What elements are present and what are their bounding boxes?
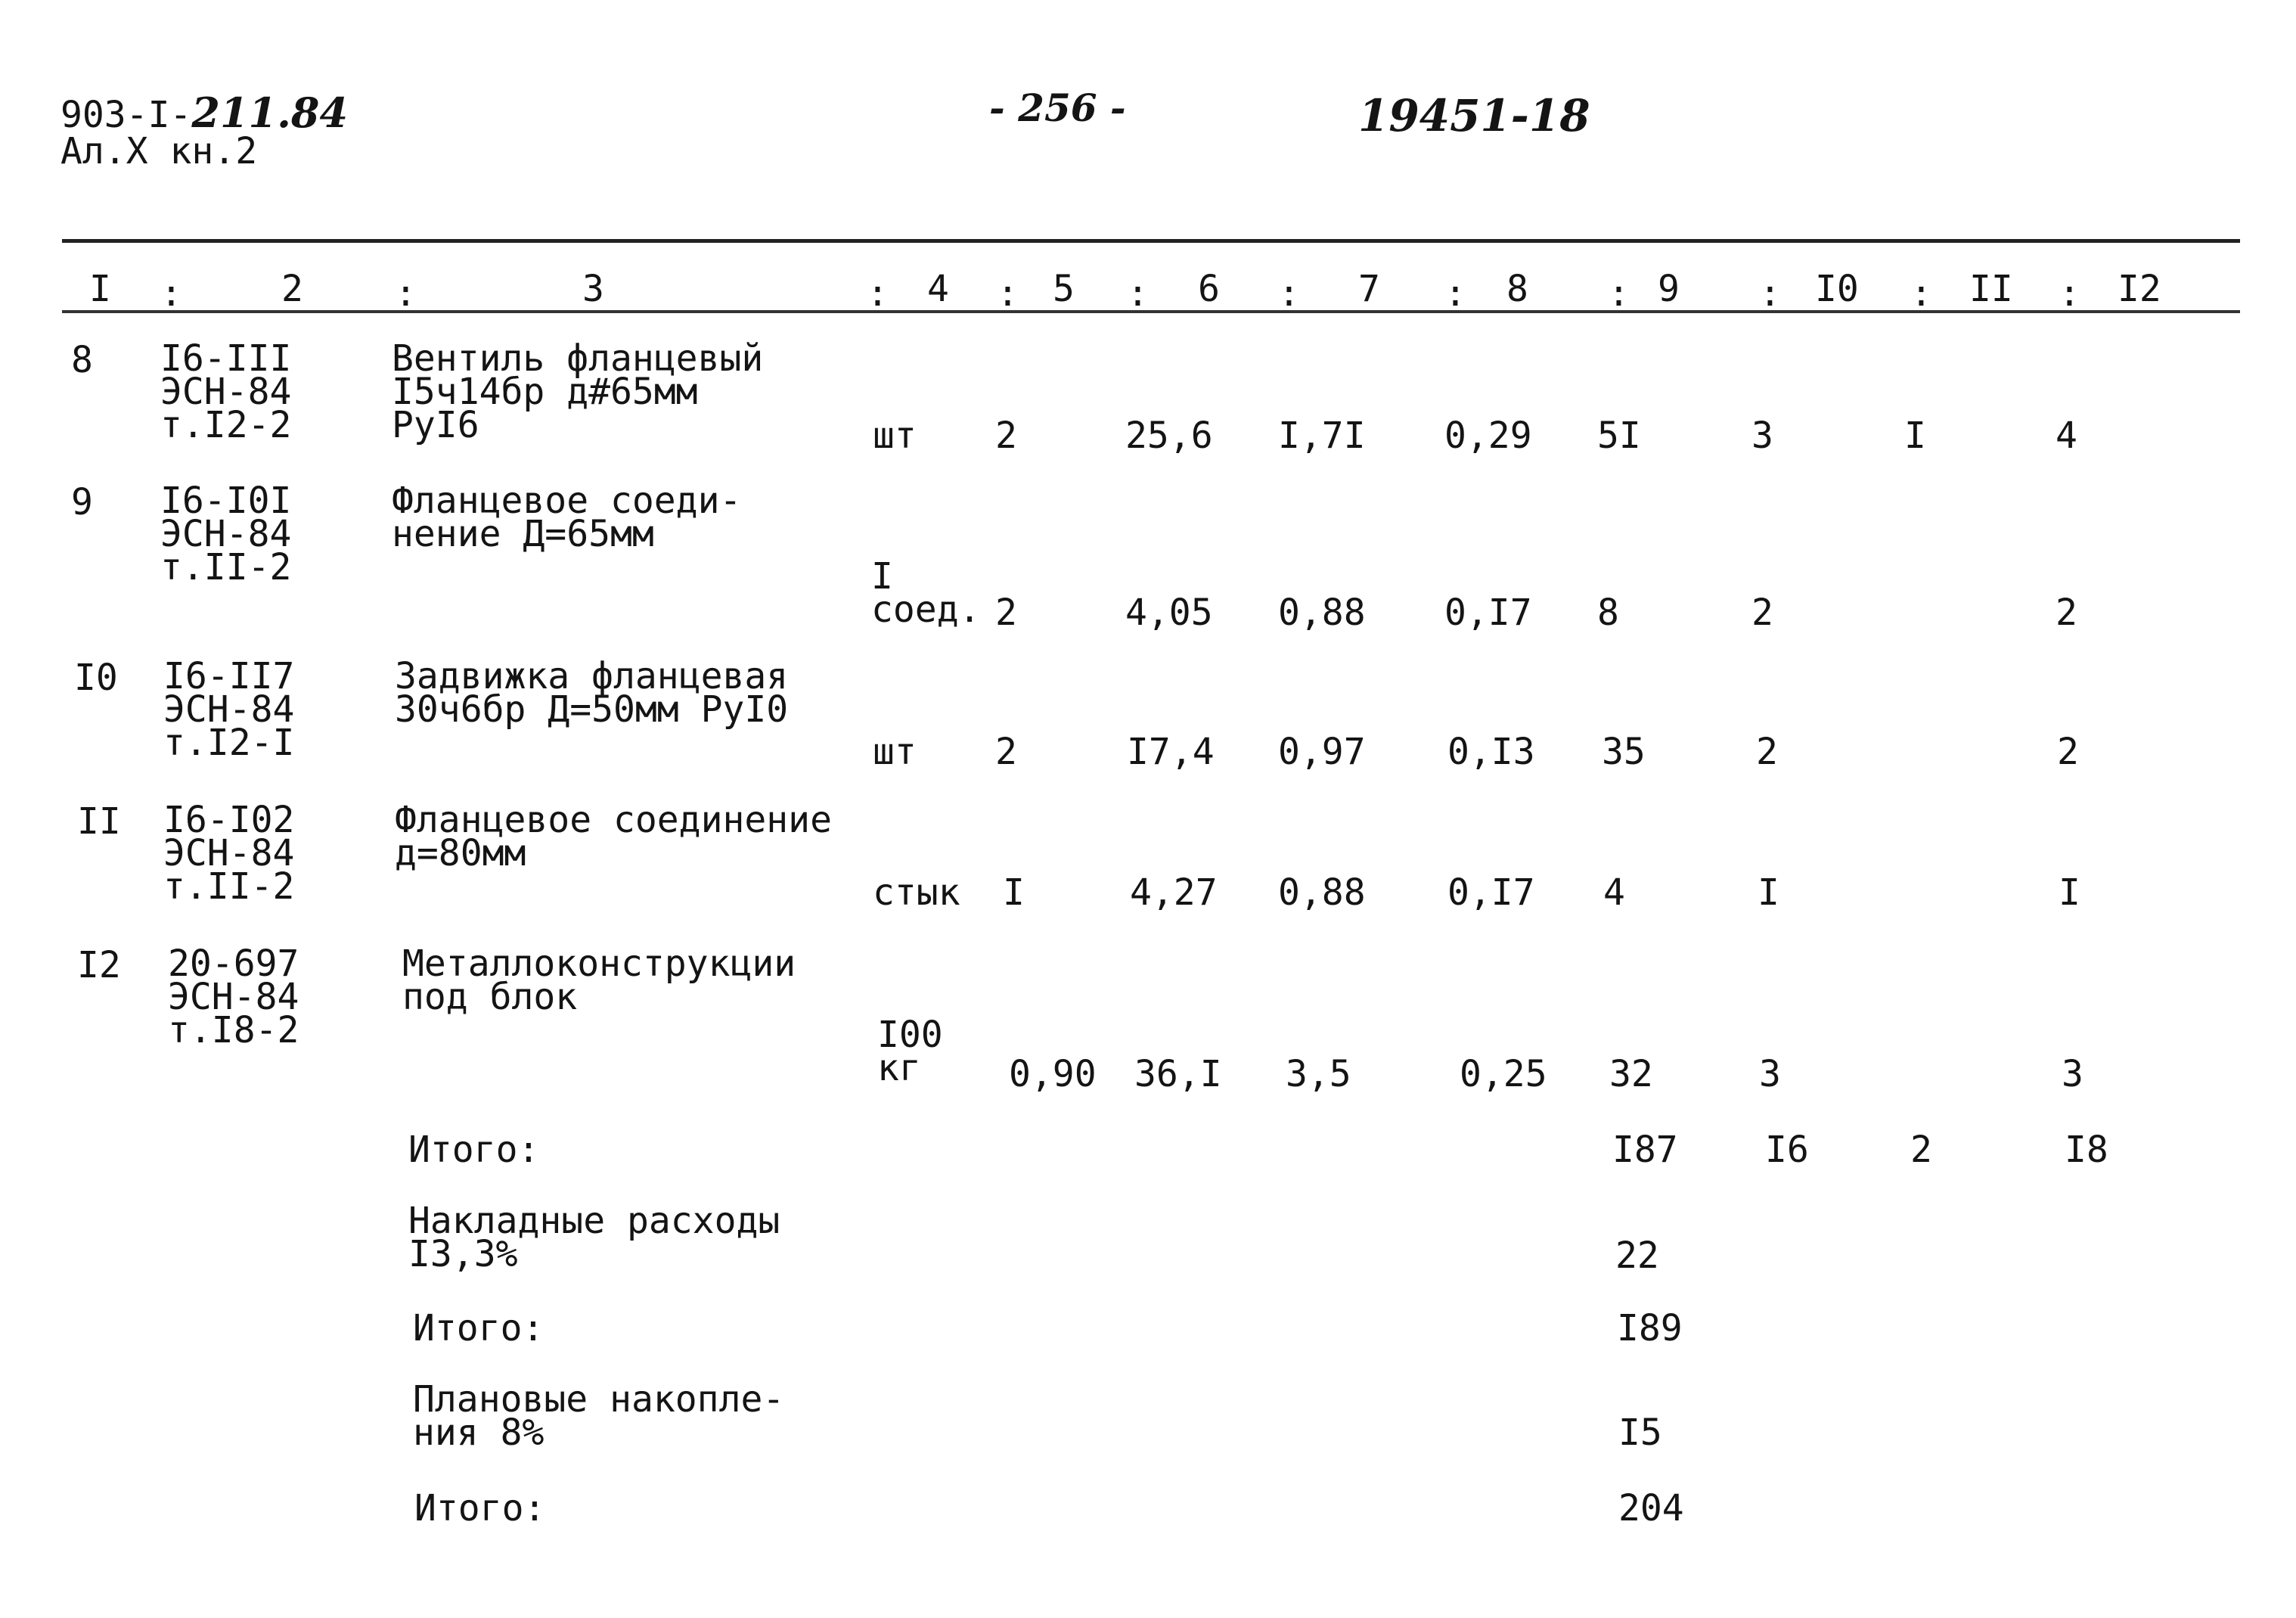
column-header-7: 7 <box>1358 268 1380 310</box>
summary-col-9: 204 <box>1618 1487 1684 1529</box>
unit: шт <box>873 415 917 457</box>
col-7-value: 0,88 <box>1278 871 1366 914</box>
item-name: Металлоконструкции под блок <box>402 943 796 1019</box>
reference-number: 19451-18 <box>1358 90 1590 141</box>
column-header-1: I <box>89 268 111 310</box>
summary-label: Накладные расходы I3,3% <box>408 1200 780 1276</box>
col-8-value: 0,I7 <box>1444 592 1532 634</box>
summary-col-12: I8 <box>2065 1129 2108 1171</box>
column-separator: : <box>2059 272 2080 315</box>
col-6-value: 4,27 <box>1130 871 1218 914</box>
item-name: Фланцевое соеди- нение Д=65мм <box>392 480 742 556</box>
document-code-printed: 903-I- <box>61 94 192 136</box>
col-9-value: 32 <box>1609 1053 1653 1095</box>
summary-col-11: 2 <box>1910 1129 1932 1171</box>
row-number: 9 <box>71 481 93 523</box>
col-11-value: I <box>1904 415 1926 457</box>
column-separator: : <box>867 272 889 315</box>
col-10-value: 3 <box>1751 415 1773 457</box>
col-7-value: 3,5 <box>1286 1053 1351 1095</box>
column-separator: : <box>1759 272 1781 315</box>
document-code-handwritten: 211.84 <box>191 89 349 137</box>
row-number: I0 <box>74 657 118 699</box>
col-6-value: 25,6 <box>1125 415 1213 457</box>
summary-label: Плановые накопле- ния 8% <box>413 1378 785 1455</box>
col-7-value: 0,97 <box>1278 731 1366 773</box>
column-header-11: II <box>1969 268 2013 310</box>
summary-col-9: I89 <box>1617 1307 1683 1349</box>
column-header-9: 9 <box>1658 268 1680 310</box>
col-12-value: I <box>2059 871 2080 914</box>
column-separator: : <box>997 272 1019 315</box>
column-header-10: I0 <box>1815 268 1859 310</box>
col-8-value: 0,I7 <box>1447 871 1535 914</box>
column-header-4: 4 <box>927 268 949 310</box>
column-separator: : <box>395 272 417 315</box>
summary-col-9: I5 <box>1618 1411 1662 1454</box>
quantity: 2 <box>995 731 1017 773</box>
col-12-value: 4 <box>2056 415 2077 457</box>
row-number: II <box>77 800 121 843</box>
col-6-value: 36,I <box>1134 1053 1222 1095</box>
unit: шт <box>873 731 917 773</box>
summary-col-9: 22 <box>1615 1234 1659 1277</box>
rate-code: I6-III ЭСН-84 т.I2-2 <box>160 337 292 447</box>
column-separator: : <box>1127 272 1149 315</box>
col-6-value: 4,05 <box>1125 592 1213 634</box>
column-separator: : <box>160 272 182 315</box>
unit: I00 кг <box>877 1014 943 1090</box>
quantity: 2 <box>995 415 1017 457</box>
summary-col-9: I87 <box>1612 1129 1678 1171</box>
quantity: 0,90 <box>1009 1053 1097 1095</box>
col-10-value: 3 <box>1759 1053 1781 1095</box>
unit: стык <box>873 871 960 914</box>
rate-code: I6-I0I ЭСН-84 т.II-2 <box>160 480 292 589</box>
row-number: 8 <box>71 339 93 381</box>
column-separator: : <box>1278 272 1300 315</box>
column-separator: : <box>1444 272 1466 315</box>
col-9-value: 35 <box>1602 731 1646 773</box>
col-8-value: 0,29 <box>1444 415 1532 457</box>
table-top-rule <box>62 239 2240 243</box>
col-10-value: I <box>1758 871 1779 914</box>
summary-col-10: I6 <box>1765 1129 1809 1171</box>
quantity: I <box>1003 871 1025 914</box>
col-7-value: 0,88 <box>1278 592 1366 634</box>
column-header-8: 8 <box>1506 268 1528 310</box>
col-6-value: I7,4 <box>1127 731 1215 773</box>
item-name: Вентиль фланцевый I5ч14бр д#65мм РуI6 <box>392 337 764 447</box>
quantity: 2 <box>995 592 1017 634</box>
unit: I соед. <box>871 555 981 632</box>
col-9-value: 5I <box>1597 415 1641 457</box>
row-number: I2 <box>77 944 121 986</box>
column-header-6: 6 <box>1198 268 1220 310</box>
col-10-value: 2 <box>1756 731 1778 773</box>
column-header-3: 3 <box>582 268 604 310</box>
column-header-5: 5 <box>1053 268 1075 310</box>
document-code <box>61 89 349 137</box>
col-12-value: 2 <box>2057 731 2079 773</box>
page-number: - 256 - <box>989 85 1126 130</box>
col-12-value: 2 <box>2056 592 2077 634</box>
column-separator: : <box>1608 272 1630 315</box>
rate-code: 20-697 ЭСН-84 т.I8-2 <box>168 943 299 1052</box>
item-name: Фланцевое соединение д=80мм <box>395 799 832 875</box>
rate-code: I6-II7 ЭСН-84 т.I2-I <box>163 655 295 765</box>
col-9-value: 8 <box>1597 592 1619 634</box>
column-header-12: I2 <box>2118 268 2161 310</box>
item-name: Задвижка фланцевая 30ч6бр Д=50мм РуI0 <box>395 655 789 731</box>
album-line: Ал.X кн.2 <box>61 130 258 172</box>
col-8-value: 0,25 <box>1460 1053 1547 1095</box>
summary-label: Итого: <box>408 1129 540 1171</box>
col-7-value: I,7I <box>1278 415 1366 457</box>
col-10-value: 2 <box>1751 592 1773 634</box>
summary-label: Итого: <box>414 1487 546 1529</box>
col-9-value: 4 <box>1603 871 1625 914</box>
column-header-2: 2 <box>281 268 303 310</box>
col-12-value: 3 <box>2062 1053 2083 1095</box>
summary-label: Итого: <box>413 1307 545 1349</box>
column-separator: : <box>1910 272 1932 315</box>
col-8-value: 0,I3 <box>1447 731 1535 773</box>
rate-code: I6-I02 ЭСН-84 т.II-2 <box>163 799 295 908</box>
